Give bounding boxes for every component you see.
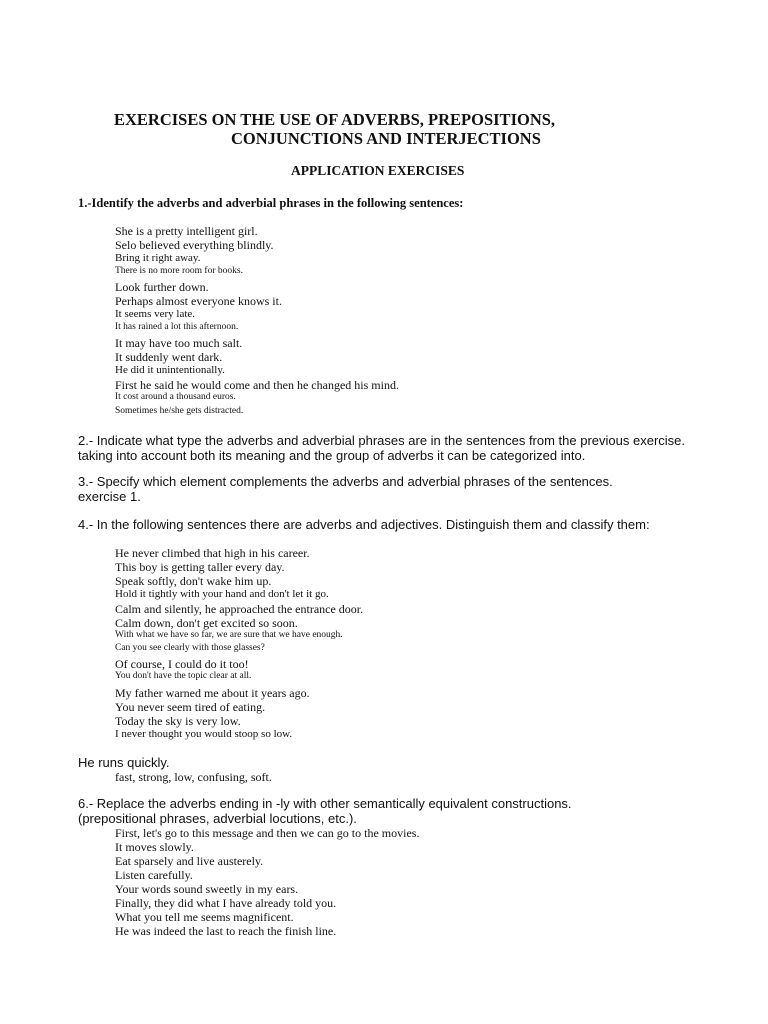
ex4-sentence: I never thought you would stoop so low. [115, 728, 293, 740]
exercise-3-line-2: exercise 1. [78, 489, 141, 504]
ex6-sentence: Finally, they did what I have already told you. [115, 896, 337, 910]
ex4-sentence: Calm down, don't get excited so soon. [115, 616, 298, 630]
ex6-sentence: Listen carefully. [115, 868, 193, 882]
ex4-sentence: Can you see clearly with those glasses? [115, 643, 265, 653]
ex6-sentence: First, let's go to this message and then we can go to the movies. [115, 826, 420, 840]
ex4-sentence: Today the sky is very low. [115, 714, 241, 728]
ex1-sentence: Perhaps almost everyone knows it. [115, 294, 282, 308]
ex1-sentence: She is a pretty intelligent girl. [115, 224, 258, 238]
exercise-6-line-1: 6.- Replace the adverbs ending in -ly with other semantically equivalent constructions. [78, 796, 572, 811]
ex4-sentence: Speak softly, don't wake him up. [115, 574, 272, 588]
exercise-2-line-2: taking into account both its meaning and the group of adverbs it can be categorized into. [78, 448, 586, 463]
subtitle: APPLICATION EXERCISES [291, 163, 465, 178]
exercise-5-line-2: fast, strong, low, confusing, soft. [115, 770, 272, 784]
ex1-sentence: There is no more room for books. [115, 266, 243, 276]
ex6-sentence: It moves slowly. [115, 840, 194, 854]
ex4-sentence: My father warned me about it years ago. [115, 686, 310, 700]
ex6-sentence: What you tell me seems magnificent. [115, 910, 294, 924]
ex1-sentence: He did it unintentionally. [115, 364, 225, 376]
ex1-sentence: It seems very late. [115, 308, 196, 320]
ex4-sentence: You don't have the topic clear at all. [115, 671, 252, 681]
exercise-6-line-2: (prepositional phrases, adverbial locutions, etc.). [78, 811, 357, 826]
ex1-sentence: It cost around a thousand euros. [115, 392, 236, 402]
ex1-sentence: It may have too much salt. [115, 336, 243, 350]
ex4-sentence: He never climbed that high in his career. [115, 546, 310, 560]
ex4-sentence: You never seem tired of eating. [115, 700, 266, 714]
ex1-sentence: Bring it right away. [115, 252, 201, 264]
title-line-2: CONJUNCTIONS AND INTERJECTIONS [231, 129, 541, 148]
ex4-sentence: With what we have so far, we are sure that we have enough. [115, 630, 343, 640]
ex4-sentence: This boy is getting taller every day. [115, 560, 285, 574]
ex1-sentence: Look further down. [115, 280, 209, 294]
ex1-sentence: It suddenly went dark. [115, 350, 223, 364]
exercise-3-line-1: 3.- Specify which element complements the adverbs and adverbial phrases of the sentences. [78, 474, 613, 489]
ex1-sentence: First he said he would come and then he changed his mind. [115, 378, 399, 392]
ex4-sentence: Hold it tightly with your hand and don't let it go. [115, 588, 329, 600]
ex1-sentence: Selo believed everything blindly. [115, 238, 274, 252]
ex4-sentence: Of course, I could do it too! [115, 657, 249, 671]
ex6-sentence: He was indeed the last to reach the finish line. [115, 924, 337, 938]
exercise-5-line-1: He runs quickly. [78, 755, 170, 770]
ex6-sentence: Eat sparsely and live austerely. [115, 854, 264, 868]
ex6-sentence: Your words sound sweetly in my ears. [115, 882, 299, 896]
ex1-sentence: It has rained a lot this afternoon. [115, 322, 239, 332]
title-line-1: EXERCISES ON THE USE OF ADVERBS, PREPOSITIONS, [114, 110, 556, 129]
exercise-2-line-1: 2.- Indicate what type the adverbs and adverbial phrases are in the sentences from the previous exercise. [78, 433, 686, 448]
exercise-4-heading: 4.- In the following sentences there are adverbs and adjectives. Distinguish them and classify them: [78, 517, 650, 532]
ex4-sentence: Calm and silently, he approached the entrance door. [115, 602, 364, 616]
exercise-1-heading: 1.-Identify the adverbs and adverbial phrases in the following sentences: [78, 196, 464, 210]
ex1-sentence: Sometimes he/she gets distracted. [115, 406, 244, 416]
